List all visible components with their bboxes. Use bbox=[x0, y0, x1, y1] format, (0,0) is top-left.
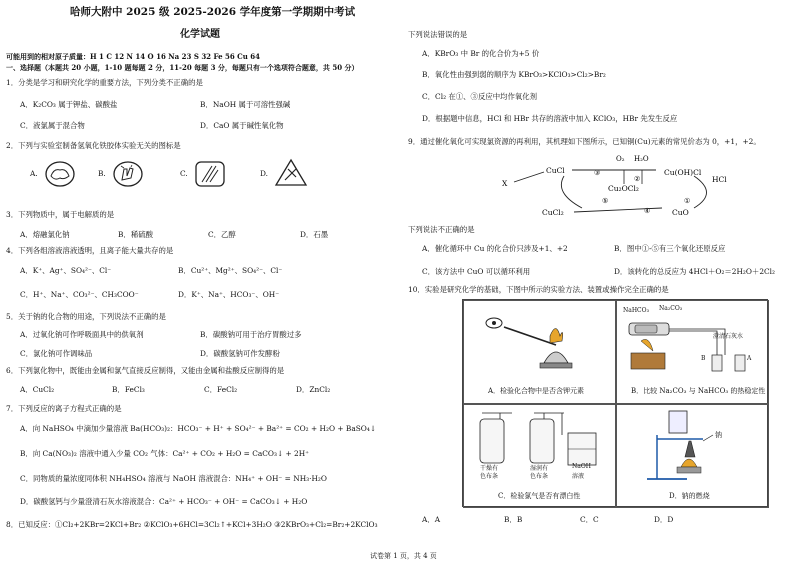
diag-n1: ① bbox=[684, 197, 691, 205]
exp-cell-b bbox=[616, 300, 769, 404]
experiment-table bbox=[462, 299, 768, 507]
q8-stem: 8．已知反应：①Cl₂+2KBr=2KCl+Br₂ ②KClO₃+6HCl=3Cl₂↑+KCl+3H₂O ③2KBrO₃+Cl₂=Br₂+2KClO₃ bbox=[6, 520, 378, 529]
exp-c-wet2: 色布条 bbox=[530, 473, 549, 480]
q2-option-c: C. bbox=[180, 169, 188, 178]
flame-test-drawing bbox=[464, 301, 614, 381]
exp-c-naoh1: NaOH bbox=[572, 463, 591, 470]
q7-option-b: B．向 Ca(NO₃)₂ 溶液中通入少量 CO₂ 气体：Ca²⁺ + CO₂ + H₂O = CaCO₃↓ + 2H⁺ bbox=[20, 449, 310, 458]
q4-option-a: A．K⁺、Ag⁺、SO₄²⁻、Cl⁻ bbox=[20, 266, 112, 275]
exp-c-dry2: 色布条 bbox=[480, 473, 499, 480]
diag-cuo: CuO bbox=[672, 208, 689, 217]
q10-option-d: D．D bbox=[654, 515, 674, 524]
wash-hands-icon bbox=[112, 160, 144, 188]
q8-option-d: D．根据题中信息，HCl 和 HBr 共存的溶液中加入 KClO₃，HBr 先发生反应 bbox=[422, 114, 678, 123]
exp-c-wet1: 湿润有 bbox=[530, 465, 549, 472]
q5-option-c: C．氯化钠可作调味品 bbox=[20, 349, 93, 358]
diag-cucl2: CuCl₂ bbox=[542, 208, 564, 217]
q7-option-a: A．向 NaHSO₄ 中滴加少量溶液 Ba(HCO₃)₂：HCO₃⁻ + H⁺ + SO₄²⁻ + Ba²⁺ = CO₂ + H₂O + BaSO₄↓ bbox=[20, 424, 377, 433]
exp-b-label-a: B bbox=[701, 355, 706, 362]
q10-stem: 10．实验是研究化学的基础，下图中所示的实验方法、装置或操作完全正确的是 bbox=[408, 285, 669, 294]
exp-cell-d bbox=[616, 404, 769, 508]
exp-c-naoh2: 溶液 bbox=[572, 473, 585, 480]
exp-cell-c bbox=[463, 404, 616, 508]
q1-stem: 1．分类是学习和研究化学的重要方法，下列分类不正确的是 bbox=[6, 78, 203, 87]
q8-option-a: A．KBrO₃ 中 Br 的化合价为+5 价 bbox=[422, 49, 540, 58]
q6-option-c: C．FeCl₂ bbox=[204, 385, 238, 394]
page-footer: 试卷第 1 页，共 4 页 bbox=[370, 552, 437, 560]
q9-option-b: B．图中①-⑤有三个氧化还原反应 bbox=[614, 244, 726, 253]
q2-option-a: A. bbox=[30, 169, 38, 178]
q9-stem2: 下列说法不正确的是 bbox=[408, 225, 475, 234]
q1-option-b: B．NaOH 属于可溶性强碱 bbox=[200, 100, 291, 109]
q8-option-b: B．氧化性由强到弱的顺序为 KBrO₃>KClO₃>Cl₂>Br₂ bbox=[422, 70, 606, 79]
cycle-diagram bbox=[494, 148, 734, 222]
diag-o2: O₂ bbox=[616, 155, 625, 163]
arrow-cucl2-cucl bbox=[561, 176, 582, 208]
q1-option-d: D．CaO 属于碱性氧化物 bbox=[200, 121, 284, 130]
exam-subtitle: 化学试题 bbox=[180, 29, 220, 40]
sharp-object-warning-icon bbox=[274, 158, 308, 188]
q6-stem: 6．下列氯化物中，既能由金属和氯气直接反应制得，又能由金属和盐酸反应制得的是 bbox=[6, 366, 285, 375]
q5-option-d: D．碳酸氢钠可作发酵粉 bbox=[200, 349, 280, 358]
diag-cu2ocl2: Cu₂OCl₂ bbox=[608, 184, 639, 193]
q1-option-a: A．K₂CO₃ 属于钾盐、碳酸盐 bbox=[20, 100, 118, 109]
q4-stem: 4．下列各组溶液溶液透明，且离子能大量共存的是 bbox=[6, 246, 174, 255]
q6-option-d: D．ZnCl₂ bbox=[296, 385, 331, 394]
q7-option-c: C．同物质的量浓度同体积 NH₄HSO₄ 溶液与 NaOH 溶液混合：NH₄⁺ + OH⁻ = NH₃·H₂O bbox=[20, 474, 327, 483]
goggles-burn-icon bbox=[194, 160, 226, 188]
q8-followup-stem: 下列说法错误的是 bbox=[408, 30, 468, 39]
diag-h2o: H₂O bbox=[634, 155, 649, 163]
q5-option-a: A．过氧化钠可作呼吸面具中的供氧剂 bbox=[20, 330, 144, 339]
exp-c-dry1: 干燥有 bbox=[480, 465, 499, 472]
q5-option-b: B．碳酸钠可用于治疗胃酸过多 bbox=[200, 330, 302, 339]
section-heading: 一、选择题（本题共 20 小题，1-10 题每题 2 分，11-20 每题 3 分，每题只有一个选项符合题意，共 50 分） bbox=[6, 63, 359, 72]
exp-b-caption: B．比较 Na₂CO₃ 与 NaHCO₃ 的热稳定性 bbox=[631, 387, 766, 395]
diag-cuohcl: Cu(OH)Cl bbox=[664, 168, 702, 177]
q3-option-a: A．熔融氯化钠 bbox=[20, 230, 70, 239]
q7-option-d: D．碳酸氢钙与少量澄清石灰水溶液混合：Ca²⁺ + HCO₃⁻ + OH⁻ = CaCO₃↓ + H₂O bbox=[20, 497, 308, 506]
q8-option-c: C．Cl₂ 在①、③反应中均作氧化剂 bbox=[422, 92, 538, 101]
q10-option-b: B．B bbox=[504, 515, 523, 524]
exam-title: 哈师大附中 2025 级 2025-2026 学年度第一学期期中考试 bbox=[70, 6, 356, 18]
q4-option-b: B．Cu²⁺、Mg²⁺、SO₄²⁻、Cl⁻ bbox=[178, 266, 283, 275]
exp-cell-a bbox=[463, 300, 616, 404]
diag-n2: ② bbox=[634, 175, 641, 183]
exp-b-nahco3: NaHCO₃ bbox=[623, 307, 649, 314]
diag-n3: ③ bbox=[594, 169, 601, 177]
q3-option-d: D．石墨 bbox=[300, 230, 329, 239]
exp-c-caption: C．检验氯气是否有漂白性 bbox=[498, 492, 581, 500]
q9-option-c: C．该方法中 CuO 可以循环利用 bbox=[422, 267, 531, 276]
atomic-masses: 可能用到的相对原子质量：H 1 C 12 N 14 O 16 Na 23 S 32 Fe 56 Cu 64 bbox=[6, 52, 260, 61]
q9-stem: 9．通过催化氧化可实现氯资源的再利用，其机理如下图所示，已知铜(Cu)元素的常见价态为 0，+1，+2。 bbox=[408, 137, 761, 146]
diag-cucl: CuCl bbox=[546, 166, 565, 175]
q6-option-a: A．CuCl₂ bbox=[20, 385, 55, 394]
q2-option-b: B. bbox=[98, 169, 106, 178]
exp-a-caption: A．检验化合物中是否含钾元素 bbox=[488, 387, 585, 395]
diag-x: X bbox=[502, 179, 508, 188]
q6-option-b: B．FeCl₃ bbox=[112, 385, 145, 394]
q3-option-c: C．乙醇 bbox=[208, 230, 236, 239]
exp-b-limewater: 澄清石灰水 bbox=[713, 333, 744, 340]
arrow-to-x bbox=[514, 172, 544, 182]
q7-stem: 7．下列反应的离子方程式正确的是 bbox=[6, 404, 122, 413]
q9-option-a: A．催化循环中 Cu 的化合价只涉及+1、+2 bbox=[422, 244, 568, 253]
q3-stem: 3．下列物质中，属于电解质的是 bbox=[6, 210, 115, 219]
q4-option-c: C．H⁺、Na⁺、CO₃²⁻、CH₃COO⁻ bbox=[20, 290, 139, 299]
exp-d-caption: D．钠的燃烧 bbox=[669, 492, 710, 500]
exp-b-na2co3: Na₂CO₃ bbox=[659, 305, 683, 312]
hot-surface-icon bbox=[44, 160, 76, 188]
q2-option-d: D. bbox=[260, 169, 269, 178]
exp-d-label: 钠 bbox=[715, 431, 722, 439]
q9-option-d: D．该转化的总反应为 4HCl＋O₂＝2H₂O＋2Cl₂ bbox=[614, 267, 776, 276]
exp-b-label-b: A bbox=[747, 355, 752, 362]
q3-option-b: B．稀硫酸 bbox=[118, 230, 153, 239]
q1-option-c: C．液氯属于混合物 bbox=[20, 121, 85, 130]
q5-stem: 5．关于钠的化合物的用途，下列说法不正确的是 bbox=[6, 312, 166, 321]
diag-hcl: HCl bbox=[712, 175, 727, 184]
q2-stem: 2．下列与实验室制备氢氧化铁胶体实验无关的图标是 bbox=[6, 141, 181, 150]
diag-n5: ⑤ bbox=[602, 197, 609, 205]
diag-n4: ④ bbox=[644, 207, 651, 215]
q10-option-a: A．A bbox=[422, 515, 441, 524]
sodium-combustion-drawing bbox=[617, 405, 767, 485]
q4-option-d: D．K⁺、Na⁺、HCO₃⁻、OH⁻ bbox=[178, 290, 280, 299]
q10-option-c: C．C bbox=[580, 515, 599, 524]
arrow-cuohcl-cuo bbox=[694, 176, 707, 208]
